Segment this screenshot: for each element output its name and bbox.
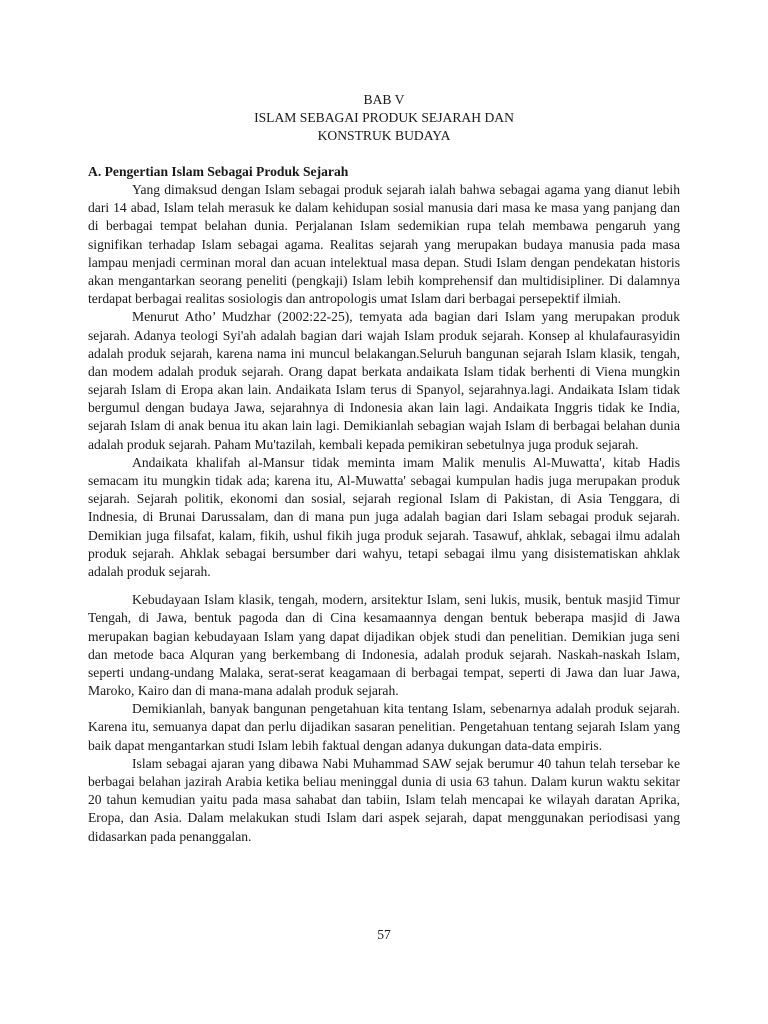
paragraph: Menurut Atho’ Mudzhar (2002:22-25), temyata ada bagian dari Islam yang merupakan produk sejarah. Adanya teologi Syi'ah adalah bagian dari wajah Islam produk sejarah. Konsep al khulafaurasyidin adalah produk sejarah, karena nama ini muncul belakangan.Seluruh bangunan sejarah Islam klasik, tengah, dan modem adalah produk sejarah. Orang dapat berkata andaikata Islam tidak berhenti di Viena mungkin sejarah Islam di Eropa akan lain. Andaikata Islam terus di Spanyol, sejarahnya.lagi. Andaikata Islam tidak bergumul dengan budaya Jawa, sejarahnya di Indonesia akan lain lagi. Andaikata Inggris tidak ke India, sejarah Islam di anak benua itu akan lain lagi. Demikianlah sebagian wajah Islam di berbagai belahan dunia adalah produk sejarah. Paham Mu'tazilah, kembali kepada pemikiran sebetulnya juga produk sejarah.	[88, 309, 680, 452]
chapter-title-block	[88, 91, 680, 145]
paragraph: Andaikata khalifah al-Mansur tidak meminta imam Malik menulis Al-Muwatta', kitab Hadis semacam itu mungkin tidak ada; karena itu, Al-Muwatta' sebagai kumpulan hadis juga merupakan produk sejarah. Sejarah politik, ekonomi dan sosial, sejarah regional Islam di Pakistan, di Asia Tenggara, di Indnesia, di Brunai Darussalam, dan di mana pun juga adalah bagian dari Islam sebagai produk sejarah. Demikian juga filsafat, kalam, fikih, ushul fikih juga produk sejarah. Tasawuf, ahklak, sebagai ilmu adalah produk sejarah. Ahklak sebagai bersumber dari wahyu, tetapi sebagai ilmu yang disistematiskan ahklak adalah produk sejarah.	[88, 454, 680, 579]
chapter-title-line-1: ISLAM SEBAGAI PRODUK SEJARAH DAN	[254, 110, 514, 125]
paragraph: Yang dimaksud dengan Islam sebagai produk sejarah ialah bahwa sebagai agama yang dianut lebih dari 14 abad, Islam telah merasuk ke dalam kehidupan sosial manusia dari masa ke masa yang panjang dan di berbagai tempat belahan dunia. Perjalanan Islam sedemikian rupa telah membawa pengaruh yang signifikan terhadap Islam sebagai agama. Realitas sejarah yang merupakan budaya manusia pada masa lampau menjadi cerminan moral dan acuan intelektual masa depan. Studi Islam dengan pendekatan historis akan mengantarkan seorang peneliti (pengkaji) Islam lebih komprehensif dan multidisipliner. Di dalamnya terdapat berbagai realitas sosiologis dan antropologis umat Islam dari berbagai persepektif ilmiah.	[88, 182, 680, 307]
chapter-number: BAB V	[363, 92, 405, 107]
page-number: 57	[377, 927, 391, 942]
paragraph: Islam sebagai ajaran yang dibawa Nabi Muhammad SAW sejak berumur 40 tahun telah tersebar ke berbagai belahan jazirah Arabia ketika beliau meninggal dunia di usia 63 tahun. Dalam kurun waktu sekitar 20 tahun kemudian yaitu pada masa sahabat dan tabiin, Islam telah mencapai ke wilayah daratan Aprika, Eropa, dan Asia. Dalam melakukan studi Islam dari aspek sejarah, dapat menggunakan periodisasi yang didasarkan pada penanggalan.	[88, 755, 680, 844]
document-page	[88, 0, 680, 1024]
paragraph: Kebudayaan Islam klasik, tengah, modern, arsitektur Islam, seni lukis, musik, bentuk masjid Timur Tengah, di Jawa, bentuk pagoda dan di Cina kesamaannya dengan bentuk beberapa masjid di Jawa merupakan bagian kebudayaan Islam yang dapat dijadikan objek studi dan penelitian. Demikian juga seni dan metode baca Alquran yang berkembang di Indonesia, adalah produk sejarah. Naskah-naskah Islam, seperti undang-undang Malaka, serat-serat keagamaan di berbagai tempat, seperti di Jawa dan luar Jawa, Maroko, Kairo dan di mana-mana adalah produk sejarah.	[88, 592, 680, 699]
section-heading: A. Pengertian Islam Sebagai Produk Sejarah	[88, 164, 349, 179]
paragraph: Demikianlah, banyak bangunan pengetahuan kita tentang Islam, sebenarnya adalah produk sejarah. Karena itu, semuanya dapat dan perlu dijadikan sasaran penelitian. Pengetahuan tentang sejarah Islam yang baik dapat mengantarkan studi Islam lebih faktual dengan adanya dukungan data-data empiris.	[88, 701, 680, 753]
body-text	[88, 181, 680, 846]
chapter-title-line-2: KONSTRUK BUDAYA	[317, 128, 451, 143]
